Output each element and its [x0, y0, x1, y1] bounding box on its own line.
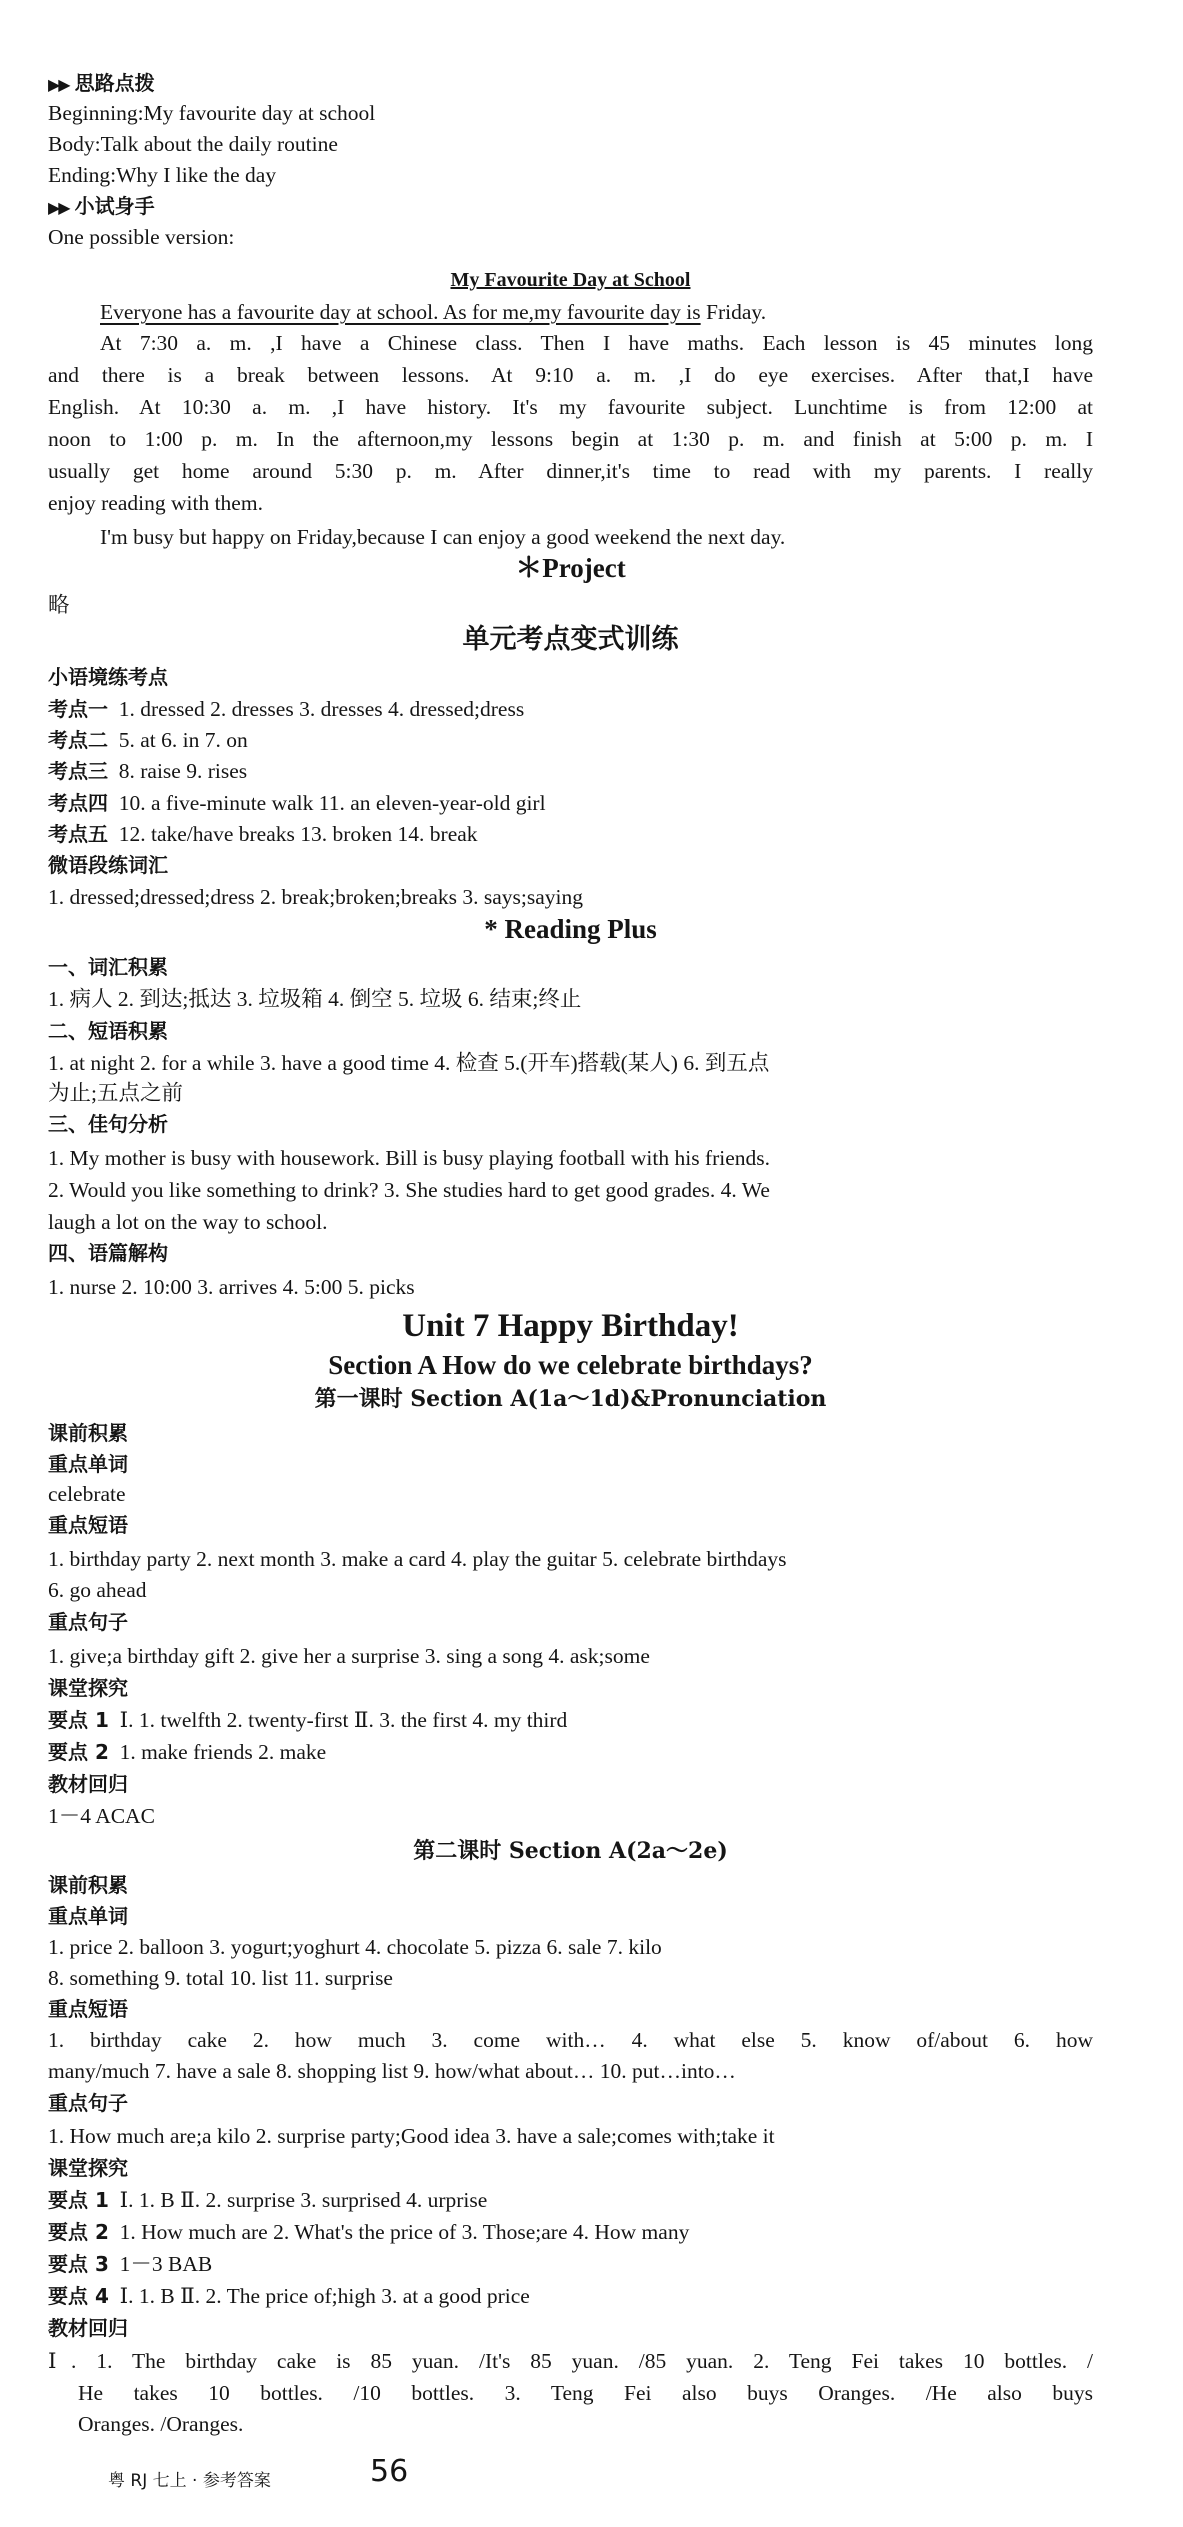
double-arrow-icon: ▶▶ — [48, 198, 69, 217]
answer-line: 1. How much are;a kilo 2. surprise party;Good idea 3. have a sale;comes with;take it — [48, 2124, 775, 2148]
subheading: 重点单词 — [48, 1904, 128, 1928]
text-line: Beginning:My favourite day at school — [48, 101, 376, 125]
lesson-title: 第一课时 Section A(1a～1d)&Pronunciation — [314, 1386, 827, 1412]
answer-line: 为止;五点之前 — [48, 1081, 183, 1105]
text-line: 略 — [48, 593, 70, 617]
answer-line: 要点 4 Ⅰ. 1. B Ⅱ. 2. The price of;high 3. at a good price — [48, 2284, 530, 2308]
answer-line: laugh a lot on the way to school. — [48, 1210, 328, 1234]
answer-line: 1. dressed;dressed;dress 2. break;broken;breaks 3. says;saying — [48, 885, 583, 909]
footer-label: 粤 RJ 七上 · 参考答案 — [108, 2471, 271, 2491]
article-topic-sentence: Everyone has a favourite day at school. As for me,my favourite day is Friday. — [100, 300, 767, 324]
subheading: 小语境练考点 — [48, 665, 168, 689]
subheading: 教材回归 — [48, 1772, 128, 1796]
answer-line: 考点四 10. a five-minute walk 11. an eleven-year-old girl — [48, 791, 546, 815]
subheading: 重点单词 — [48, 1452, 128, 1476]
answer-line: 要点 2 1. How much are 2. What's the price of 3. Those;are 4. How many — [48, 2220, 690, 2244]
subheading: 重点短语 — [48, 1513, 128, 1537]
answer-line: many/much 7. have a sale 8. shopping list 9. how/what about… 10. put…into… — [48, 2059, 736, 2083]
answer-line: 2. Would you like something to drink? 3. She studies hard to get good grades. 4. We — [48, 1178, 770, 1202]
answer-line: 1. price 2. balloon 3. yogurt;yoghurt 4. chocolate 5. pizza 6. sale 7. kilo — [48, 1935, 662, 1959]
section-title-project: ＊Project — [515, 553, 626, 583]
subheading: 教材回归 — [48, 2316, 128, 2340]
answer-line: 1. 病人 2. 到达;抵达 3. 垃圾箱 4. 倒空 5. 垃圾 6. 结束;终止 — [48, 987, 582, 1011]
answer-line: 1. birthday party 2. next month 3. make a card 4. play the guitar 5. celebrate birthdays — [48, 1547, 787, 1571]
article-line: enjoy reading with them. — [48, 491, 263, 515]
answer-line: 要点 2 1. make friends 2. make — [48, 1740, 327, 1764]
subheading: 二、短语积累 — [48, 1019, 168, 1043]
subheading: 课堂探究 — [48, 2156, 128, 2180]
answer-line: 考点五 12. take/have breaks 13. broken 14. break — [48, 822, 478, 846]
article-line: and there is a break between lessons. At 9:10 a. m. ,I do eye exercises. After that,I have — [48, 363, 1093, 387]
answer-line: 8. something 9. total 10. list 11. surprise — [48, 1966, 393, 1990]
subheading: 四、语篇解构 — [48, 1241, 168, 1265]
subheading: 微语段练词汇 — [48, 853, 168, 877]
answer-line: celebrate — [48, 1482, 126, 1506]
lesson-title: 第二课时 Section A(2a～2e) — [413, 1838, 728, 1864]
page-number: 56 — [370, 2454, 409, 2489]
subheading: 重点句子 — [48, 2091, 128, 2115]
text-line: Ending:Why I like the day — [48, 163, 277, 187]
article-line: usually get home around 5:30 p. m. After dinner,it's time to read with my parents. I really — [48, 459, 1093, 483]
answer-line: 1. birthday cake 2. how much 3. come with… 4. what else 5. know of/about 6. how — [48, 2028, 1093, 2052]
article-line: English. At 10:30 a. m. ,I have history. It's my favourite subject. Lunchtime is from 12:00 at — [48, 395, 1093, 419]
answer-line: 1－4 ACAC — [48, 1804, 155, 1828]
answer-line: 要点 3 1－3 BAB — [48, 2252, 213, 2276]
subheading: 课前积累 — [48, 1873, 128, 1897]
article-line: At 7:30 a. m. ,I have a Chinese class. Then I have maths. Each lesson is 45 minutes long — [100, 331, 1093, 355]
subheading: 课堂探究 — [48, 1676, 128, 1700]
answer-line: 6. go ahead — [48, 1578, 147, 1602]
answer-line: 1. give;a birthday gift 2. give her a surprise 3. sing a song 4. ask;some — [48, 1644, 650, 1668]
heading-thinking-tips: ▶▶ 思路点拨 — [48, 68, 1093, 100]
article-title: My Favourite Day at School — [450, 269, 691, 291]
article-line: noon to 1:00 p. m. In the afternoon,my lessons begin at 1:30 p. m. and finish at 5:00 p. m. I — [48, 427, 1093, 451]
answer-line: 要点 1 Ⅰ. 1. B Ⅱ. 2. surprise 3. surprised 4. urprise — [48, 2188, 488, 2212]
answer-line: 考点二 5. at 6. in 7. on — [48, 728, 248, 752]
answer-line: 1. at night 2. for a while 3. have a good time 4. 检查 5.(开车)搭载(某人) 6. 到五点 — [48, 1051, 770, 1075]
section-title-reading-plus: * Reading Plus — [484, 914, 657, 944]
subheading: 一、词汇积累 — [48, 955, 168, 979]
double-arrow-icon: ▶▶ — [48, 75, 69, 94]
subheading: 三、佳句分析 — [48, 1112, 168, 1136]
section-a-title: Section A How do we celebrate birthdays? — [328, 1350, 813, 1380]
answer-line: 考点一 1. dressed 2. dresses 3. dresses 4. dressed;dress — [48, 697, 525, 721]
heading-try-it: ▶▶ 小试身手 — [48, 191, 1093, 223]
answer-line: Ⅰ. 1. The birthday cake is 85 yuan. /It's 85 yuan. /85 yuan. 2. Teng Fei takes 10 bottles. / — [48, 2349, 1093, 2373]
answer-line: 要点 1 Ⅰ. 1. twelfth 2. twenty-first Ⅱ. 3. the first 4. my third — [48, 1708, 568, 1732]
answer-line: Oranges. /Oranges. — [78, 2412, 244, 2436]
text-line: One possible version: — [48, 225, 235, 249]
subheading: 重点短语 — [48, 1997, 128, 2021]
answer-line: 1. nurse 2. 10:00 3. arrives 4. 5:00 5. picks — [48, 1275, 415, 1299]
article-line: I'm busy but happy on Friday,because I can enjoy a good weekend the next day. — [100, 525, 786, 549]
answer-line: 1. My mother is busy with housework. Bill is busy playing football with his friends. — [48, 1146, 771, 1170]
text-line: Body:Talk about the daily routine — [48, 132, 338, 156]
section-title-unit-review: 单元考点变式训练 — [462, 624, 679, 655]
unit-title: Unit 7 Happy Birthday! — [402, 1308, 739, 1344]
answer-line: 考点三 8. raise 9. rises — [48, 759, 248, 783]
answer-line: He takes 10 bottles. /10 bottles. 3. Teng Fei also buys Oranges. /He also buys — [78, 2381, 1093, 2405]
subheading: 重点句子 — [48, 1610, 128, 1634]
subheading: 课前积累 — [48, 1421, 128, 1445]
